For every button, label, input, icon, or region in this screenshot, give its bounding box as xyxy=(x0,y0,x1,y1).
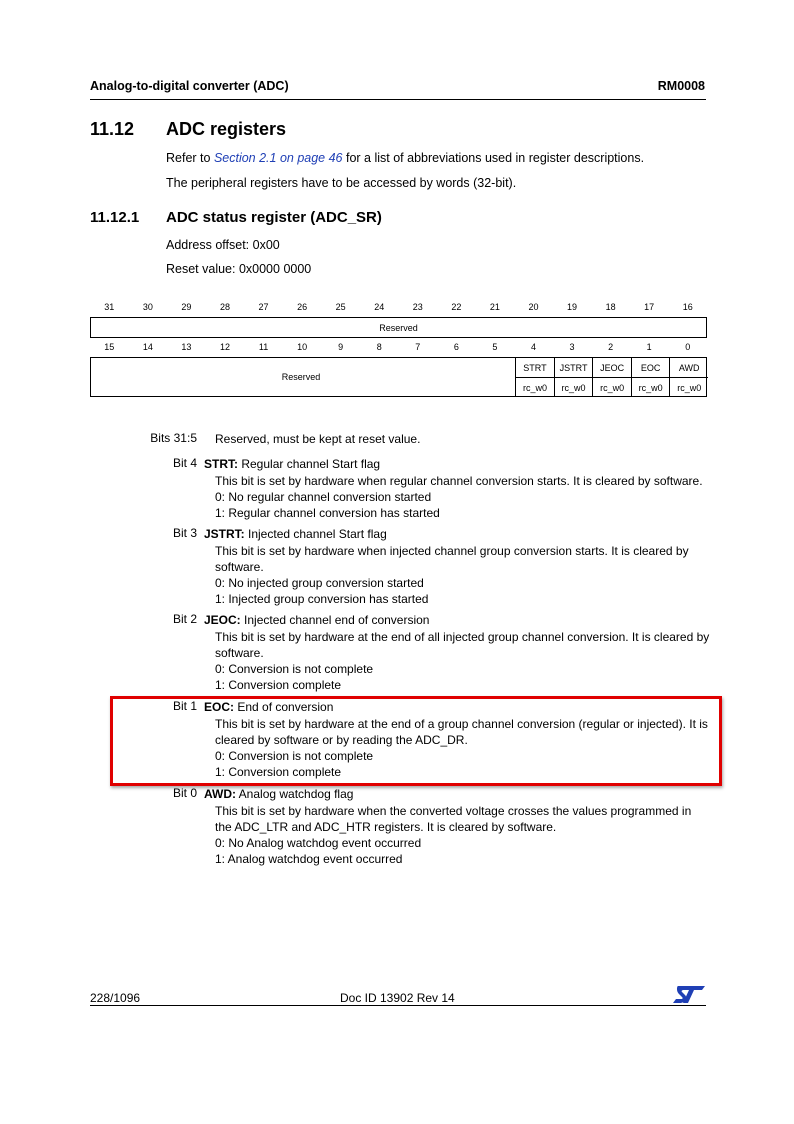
bit-description-line: 0: No Analog watchdog event occurred xyxy=(215,836,422,850)
bit-label: Bit 1 xyxy=(172,699,197,713)
upper-bit-number: 27 xyxy=(258,302,269,312)
bit-field-title: Regular channel Start flag xyxy=(238,457,381,471)
bit-description-line: the ADC_LTR and ADC_HTR registers. It is cleared by software. xyxy=(215,820,557,834)
bit-heading xyxy=(204,456,380,472)
field-name-awd: AWD xyxy=(669,358,708,377)
bit-description-line: cleared by software or by reading the ADC_DR. xyxy=(215,733,468,747)
bit-description-line: 1: Injected group conversion has started xyxy=(215,592,429,606)
lower-bit-number: 4 xyxy=(530,342,536,352)
field-name-strt: STRT xyxy=(515,358,554,377)
lower-bit-number: 0 xyxy=(685,342,691,352)
upper-bit-number: 28 xyxy=(219,302,230,312)
field-access-eoc: rc_w0 xyxy=(631,378,670,397)
upper-bit-number: 30 xyxy=(142,302,153,312)
running-header-title: Analog-to-digital converter (ADC) xyxy=(90,79,289,93)
bit-field-name: JSTRT: xyxy=(204,527,245,541)
bit-field-title: Injected channel end of conversion xyxy=(240,613,430,627)
bit-field-name: AWD: xyxy=(204,787,236,801)
highlight-box xyxy=(110,696,722,786)
upper-bit-number: 18 xyxy=(605,302,616,312)
bit-description-line: 1: Regular channel conversion has started xyxy=(215,506,440,520)
section-link[interactable]: Section 2.1 on page 46 xyxy=(213,151,343,165)
lower-bit-number: 8 xyxy=(376,342,382,352)
lower-bit-number: 11 xyxy=(258,342,269,352)
field-access-strt: rc_w0 xyxy=(515,378,554,397)
lower-bit-number: 6 xyxy=(453,342,459,352)
subsection-number: 11.12.1 xyxy=(90,209,140,226)
section-title: ADC registers xyxy=(166,119,287,139)
upper-register-row xyxy=(90,317,707,338)
field-name-jstrt: JSTRT xyxy=(554,358,593,377)
bit-description-line: 0: Conversion is not complete xyxy=(215,749,374,763)
section-access-paragraph: The peripheral registers have to be accessed by words (32-bit). xyxy=(166,176,517,190)
bit-field-name: EOC: xyxy=(204,700,234,714)
bit-field-title: End of conversion xyxy=(234,700,334,714)
lower-bit-number: 14 xyxy=(142,342,153,352)
lower-bit-number: 12 xyxy=(219,342,230,352)
intro-text-post: for a list of abbreviations used in register descriptions. xyxy=(342,151,645,165)
intro-text-pre: Refer to xyxy=(166,151,214,165)
bit-heading xyxy=(204,786,353,802)
footer-page-number: 228/1096 xyxy=(90,991,141,1005)
upper-bit-number: 17 xyxy=(644,302,655,312)
subsection-title: ADC status register (ADC_SR) xyxy=(166,209,382,226)
upper-bit-number: 24 xyxy=(374,302,385,312)
bit-description-line: 1: Conversion complete xyxy=(215,765,342,779)
bit-field-name: STRT: xyxy=(204,457,238,471)
bit-description-line: software. xyxy=(215,560,264,574)
bit-field-title: Analog watchdog flag xyxy=(236,787,354,801)
bit-description-line: This bit is set by hardware at the end of a group channel conversion (regular or injected). It is xyxy=(215,717,708,731)
bit-label: Bit 4 xyxy=(172,456,197,470)
section-number: 11.12 xyxy=(90,119,135,139)
field-access-awd: rc_w0 xyxy=(669,378,708,397)
upper-bit-number: 26 xyxy=(297,302,308,312)
bit-description-line: 1: Conversion complete xyxy=(215,678,342,692)
upper-bit-number: 23 xyxy=(412,302,423,312)
st-logo-icon xyxy=(672,984,706,1004)
upper-bit-number: 20 xyxy=(528,302,539,312)
bit-description-line: This bit is set by hardware when the converted voltage crosses the values programmed in xyxy=(215,804,692,818)
upper-bit-number: 22 xyxy=(451,302,462,312)
lower-bit-number: 7 xyxy=(415,342,421,352)
lower-bit-number: 5 xyxy=(492,342,498,352)
bit-label: Bit 3 xyxy=(172,526,197,540)
field-name-jeoc: JEOC xyxy=(592,358,631,377)
lower-bit-number: 9 xyxy=(338,342,344,352)
lower-bit-number: 15 xyxy=(104,342,115,352)
upper-bit-number: 29 xyxy=(181,302,192,312)
lower-bit-number: 2 xyxy=(608,342,614,352)
bit-description-line: 0: No injected group conversion started xyxy=(215,576,424,590)
upper-bit-numbers xyxy=(90,302,707,316)
bit-heading xyxy=(204,612,429,628)
upper-bit-number: 31 xyxy=(104,302,115,312)
upper-bit-number: 19 xyxy=(567,302,578,312)
bit-field-title: Injected channel Start flag xyxy=(244,527,387,541)
upper-bit-number: 25 xyxy=(335,302,346,312)
bit-label: Bits 31:5 xyxy=(150,431,197,445)
bit-description-line: This bit is set by hardware when regular channel conversion starts. It is cleared by software. xyxy=(215,474,703,488)
field-access-jeoc: rc_w0 xyxy=(592,378,631,397)
lower-bit-number: 1 xyxy=(646,342,652,352)
address-offset: Address offset: 0x00 xyxy=(166,238,280,252)
lower-register-row xyxy=(90,357,707,397)
register-diagram xyxy=(0,0,794,420)
bit-heading xyxy=(204,526,387,542)
lower-bit-number: 10 xyxy=(297,342,308,352)
field-access-jstrt: rc_w0 xyxy=(554,378,593,397)
upper-bit-number: 16 xyxy=(682,302,693,312)
field-name-eoc: EOC xyxy=(631,358,670,377)
bit-description-line: software. xyxy=(215,646,264,660)
reset-value: Reset value: 0x0000 0000 xyxy=(166,262,312,276)
lower-bit-number: 13 xyxy=(181,342,192,352)
bit-label: Bit 2 xyxy=(172,612,197,626)
lower-reserved-field: Reserved xyxy=(281,372,321,382)
bit-description-line: 0: No regular channel conversion started xyxy=(215,490,432,504)
bit-label: Bit 0 xyxy=(172,786,197,800)
bit-heading xyxy=(215,431,420,447)
running-header-doc: RM0008 xyxy=(657,79,705,93)
footer-divider xyxy=(90,1005,706,1006)
bit-field-name: JEOC: xyxy=(204,613,241,627)
upper-reserved-field: Reserved xyxy=(379,322,418,333)
bit-description-line: 0: Conversion is not complete xyxy=(215,662,374,676)
bit-description-line: This bit is set by hardware at the end of all injected group channel conversion. It is cleared by xyxy=(215,630,710,644)
bit-field-title: Reserved, must be kept at reset value. xyxy=(215,432,421,446)
bit-description-line: This bit is set by hardware when injected channel group conversion starts. It is cleared by xyxy=(215,544,689,558)
upper-bit-number: 21 xyxy=(489,302,500,312)
footer-doc-id: Doc ID 13902 Rev 14 xyxy=(340,991,455,1005)
bit-description-line: 1: Analog watchdog event occurred xyxy=(215,852,403,866)
lower-bit-numbers xyxy=(90,342,707,356)
lower-bit-number: 3 xyxy=(569,342,575,352)
